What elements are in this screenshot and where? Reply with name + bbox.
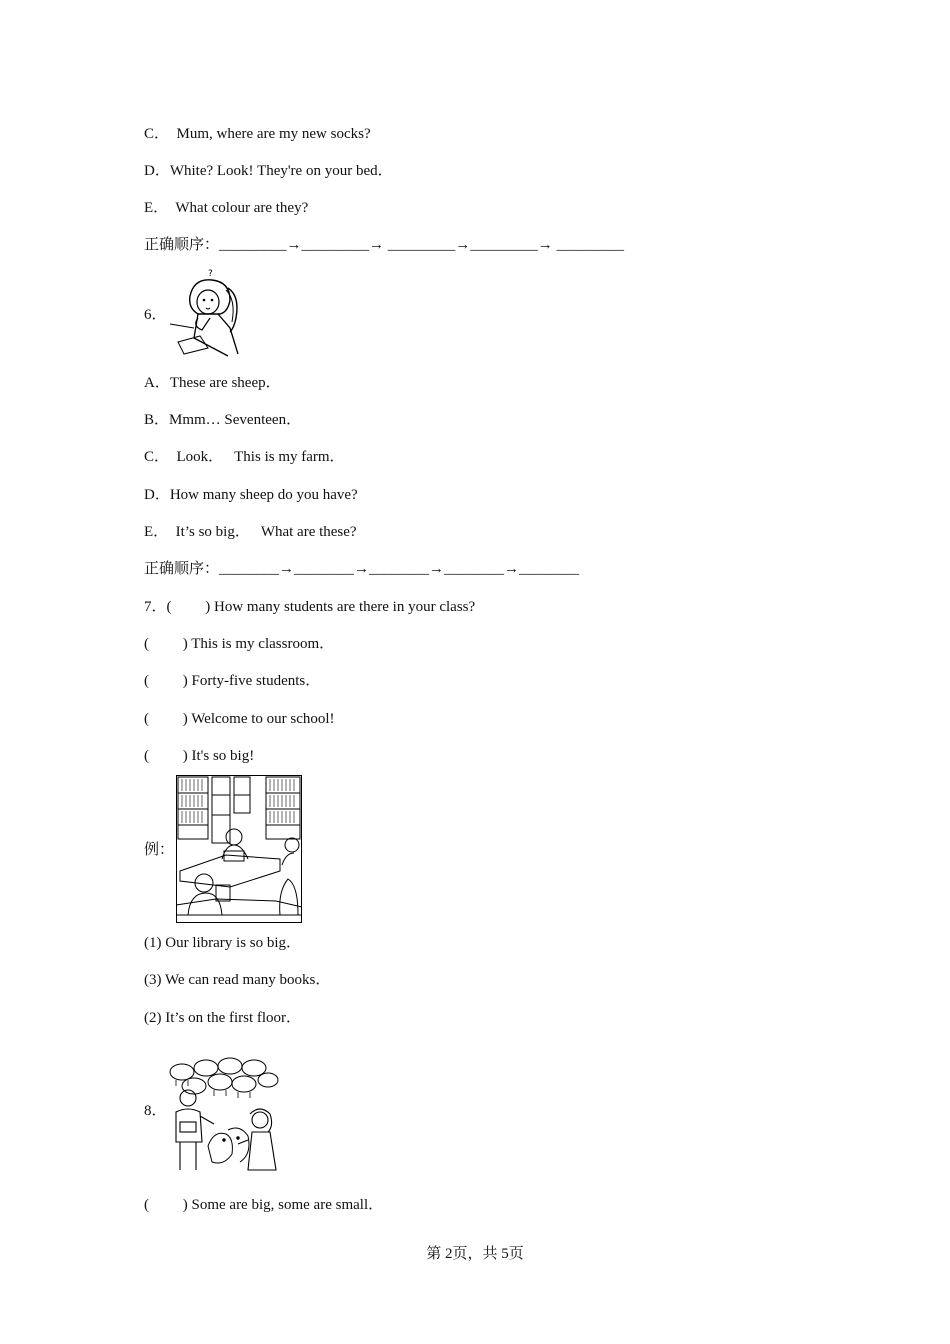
q7-line-2: ( ) This is my classroom． [144, 636, 335, 652]
girl-thinking-image [168, 268, 243, 358]
example-sentence-1: (1) Our library is so big． [144, 935, 302, 951]
q7-line-1: 7．( ) How many students are there in your class? [144, 599, 476, 615]
q7-line-4: ( ) Welcome to our school! [144, 711, 335, 727]
q6-order-line: 正确顺序：________→________→________→________→________ [144, 561, 580, 577]
q5-option-d: D．White? Look! They're on your bed． [144, 163, 393, 179]
q6-number: 6． [144, 307, 167, 323]
q5-order-line: 正确顺序：_________→_________→ _________→_________→ _________ [144, 237, 625, 253]
q5-option-c: C． Mum, where are my new socks? [144, 126, 371, 142]
q6-option-d: D．How many sheep do you have? [144, 487, 358, 503]
q7-line-5: ( ) It's so big! [144, 748, 255, 764]
q5-option-e: E． What colour are they? [144, 200, 309, 216]
example-label: 例： [144, 842, 175, 858]
example-sentence-2: (3) We can read many books． [144, 972, 331, 988]
library-image [176, 775, 302, 923]
q8-number: 8． [144, 1103, 167, 1119]
q6-option-a: A．These are sheep． [144, 375, 281, 391]
example-sentence-3: (2) It’s on the first floor． [144, 1010, 302, 1026]
q6-option-e: E． It’s so big． What are these? [144, 524, 357, 540]
page-footer: 第 2页，共 5页 [426, 1246, 524, 1262]
q6-option-b: B．Mmm… Seventeen． [144, 412, 302, 428]
question-mark: ? [208, 269, 213, 279]
q6-option-c: C． Look． This is my farm． [144, 449, 345, 465]
q7-line-3: ( ) Forty-five students． [144, 673, 321, 689]
farm-sheep-image [168, 1050, 280, 1176]
q8-line-1: ( ) Some are big, some are small． [144, 1197, 384, 1213]
